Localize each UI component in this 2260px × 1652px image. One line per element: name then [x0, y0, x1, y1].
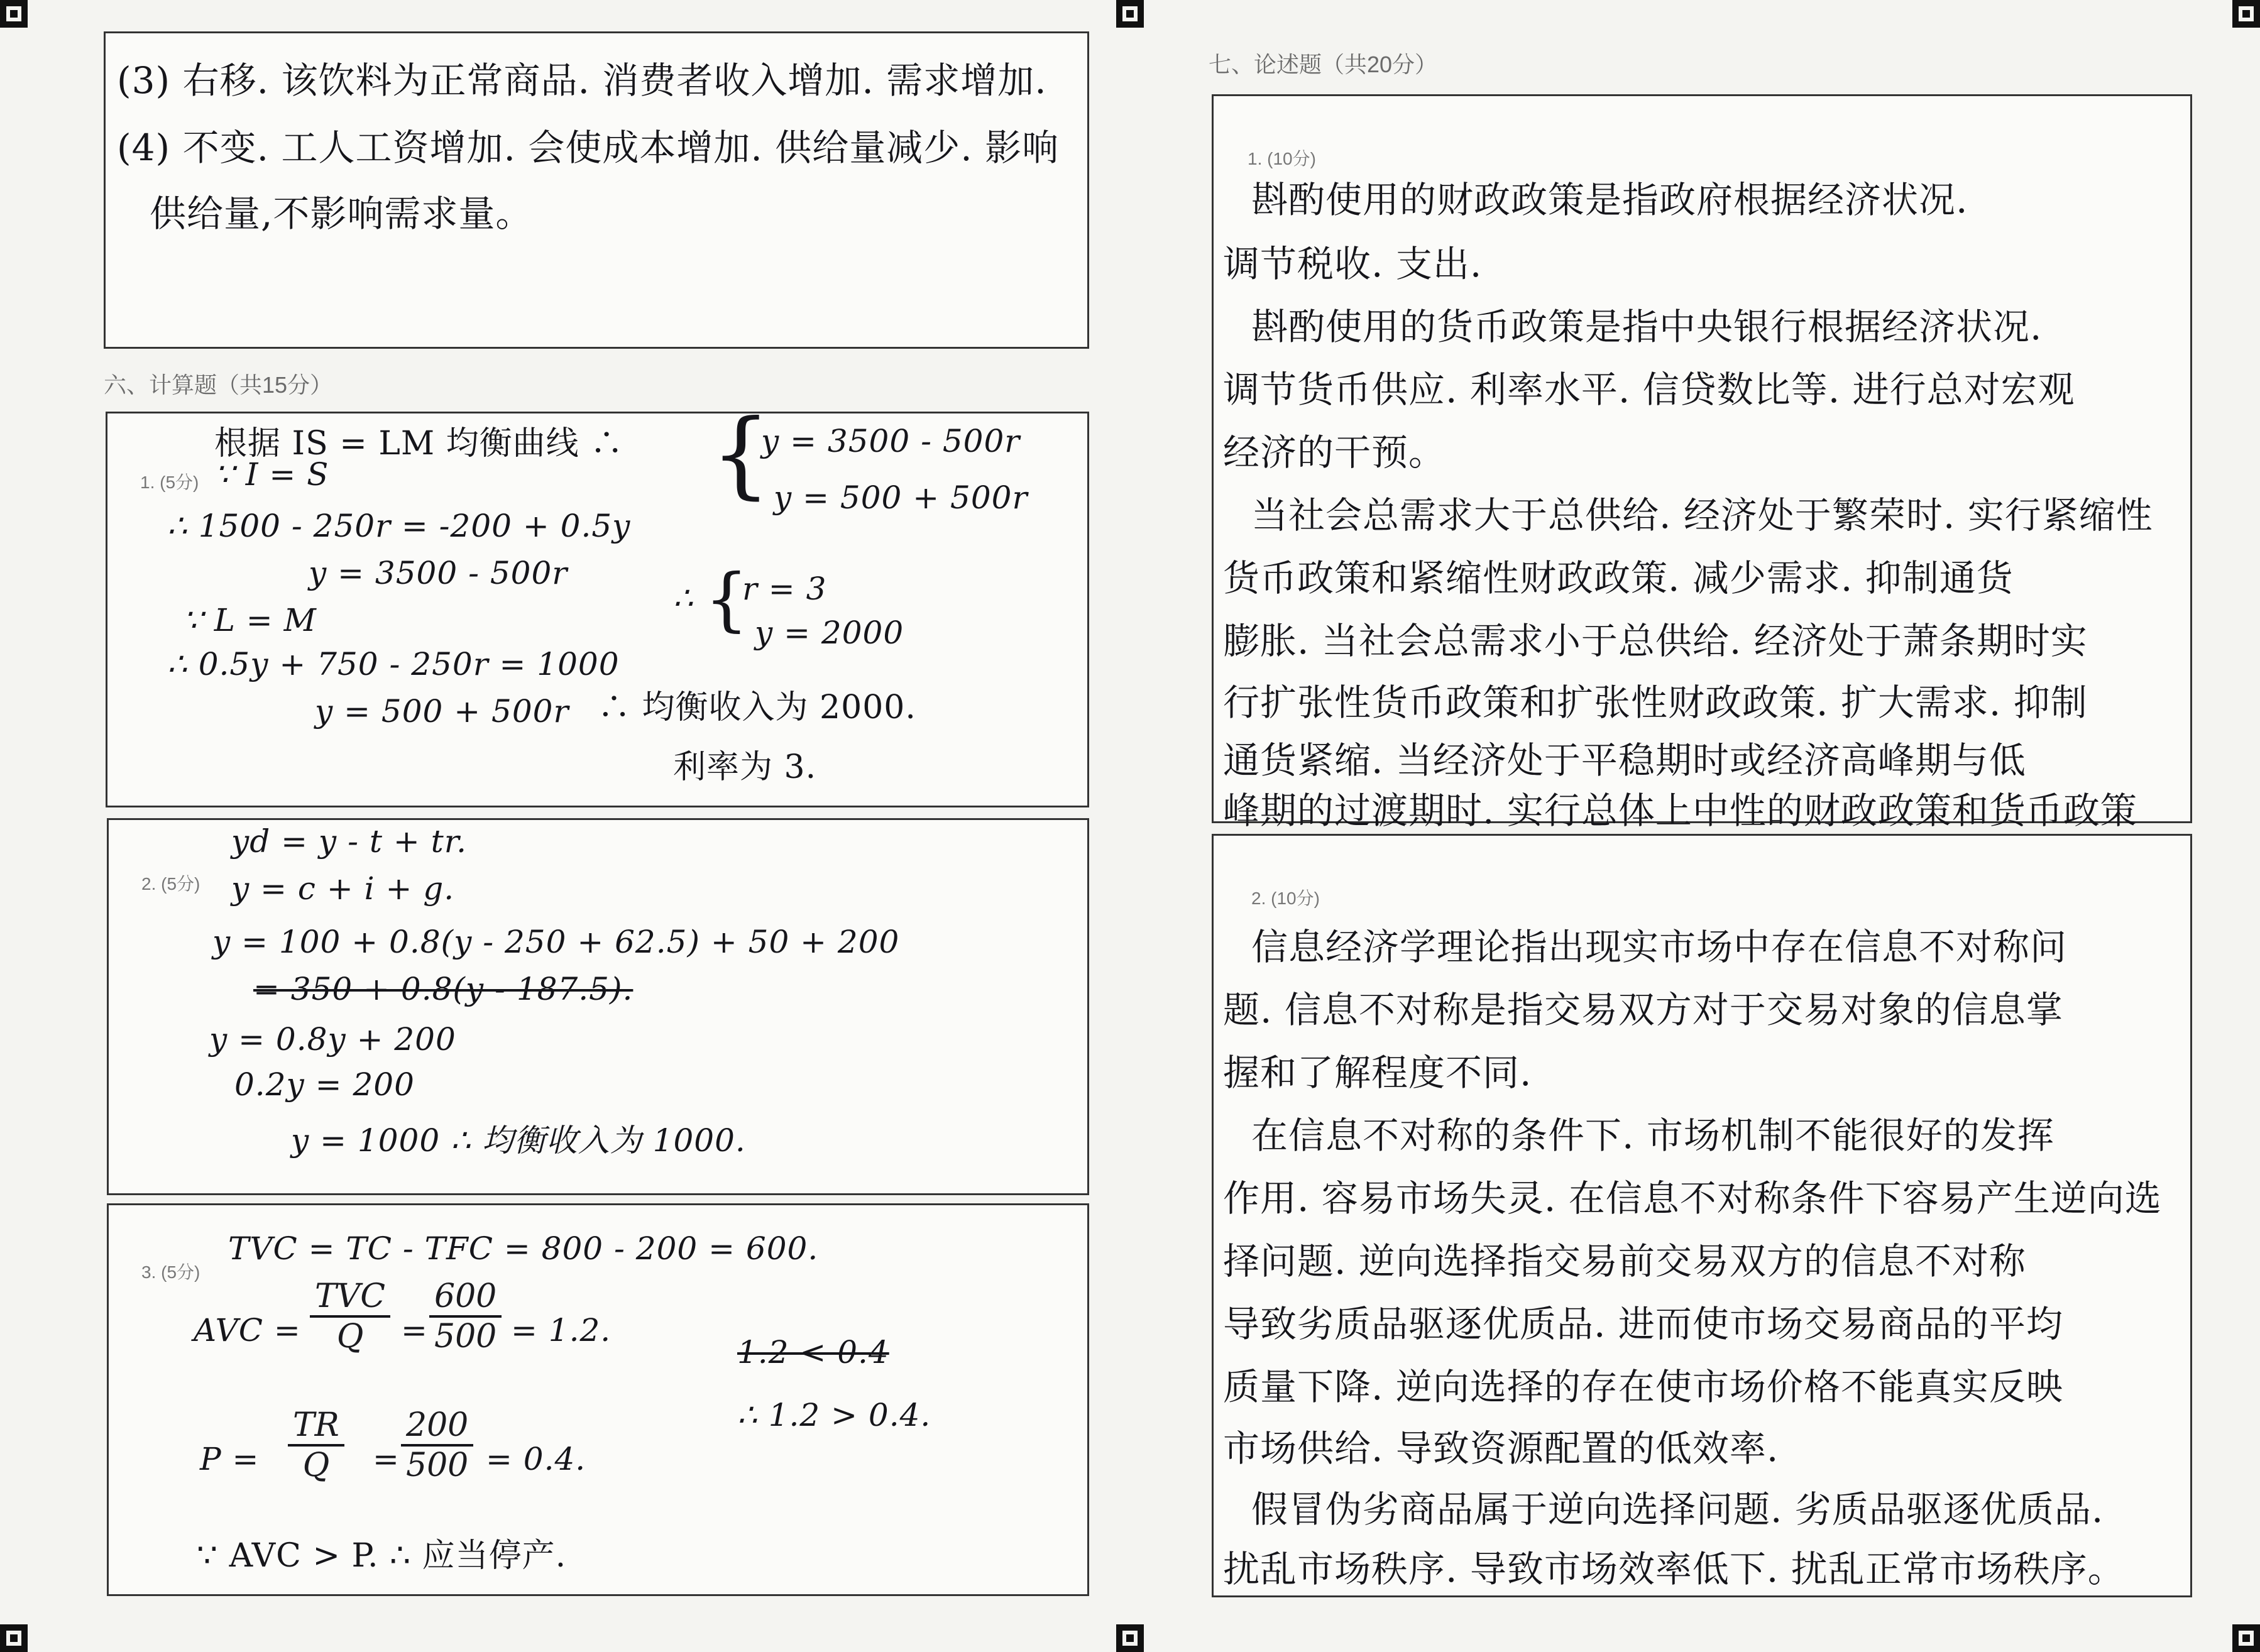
calc-q1-line-6: ∴ 0.5y + 750 - 250r = 1000 — [167, 646, 620, 682]
calc-q3-avc-prefix: AVC = — [194, 1312, 301, 1348]
calc-q2-label: 2. (5分) — [141, 874, 200, 894]
essay-q2-line-3: 握和了解程度不同. — [1223, 1051, 1532, 1094]
essay-q2-line-2: 题. 信息不对称是指交易双方对于交易对象的信息掌 — [1223, 988, 2063, 1031]
essay-q1-line-1: 斟酌使用的财政政策是指政府根据经济状况. — [1251, 178, 1968, 221]
calc-q3-line-1: TVC = TC - TFC = 800 - 200 = 600. — [228, 1230, 819, 1267]
essay-q2-box — [1212, 834, 2192, 1597]
section7-title: 七、论述题（共20分） — [1209, 52, 1438, 77]
calc-q3-p-fraction — [288, 1406, 344, 1484]
calc-q3-avc-num: TVC — [310, 1277, 390, 1318]
essay-q1-box — [1212, 94, 2192, 832]
calc-q3-avc-result: = 1.2. — [511, 1312, 612, 1348]
calc-q1-system1-eq2: y = 500 + 500r — [774, 479, 1028, 516]
calc-q1-box — [106, 400, 1089, 807]
calc-q1-system2-prefix: ∴ — [673, 580, 694, 616]
calc-q3-avc-fraction2 — [429, 1277, 502, 1355]
calc-q3-avc-eq: = — [401, 1312, 428, 1348]
calc-q3-p-num2: 200 — [401, 1406, 473, 1447]
calc-q3-conclusion: ∵ AVC > P. ∴ 应当停产. — [197, 1537, 567, 1575]
calc-q3-struck-text: 1.2 < 0.4 — [737, 1334, 889, 1370]
essay-q1-line-3: 斟酌使用的货币政策是指中央银行根据经济状况. — [1251, 305, 2043, 348]
calc-q3-p-num: TR — [288, 1406, 344, 1447]
calc-q3-p-fraction2 — [401, 1406, 473, 1484]
calc-q1-line-3: ∴ 1500 - 250r = -200 + 0.5y — [167, 508, 631, 544]
calc-q3-avc-fraction — [310, 1277, 390, 1355]
essay-q1-line-8: 膨胀. 当社会总需求小于总供给. 经济处于萧条期时实 — [1223, 620, 2088, 662]
calc-q1-system2-brace: { — [705, 559, 749, 639]
calc-q3-box — [107, 1203, 1089, 1596]
calc-q1-system1-eq1: y = 3500 - 500r — [761, 423, 1021, 459]
calc-q2-line-5: y = 0.8y + 200 — [209, 1021, 456, 1058]
essay-q1-line-11: 峰期的过渡期时. 实行总体上中性的财政政策和货币政策 — [1223, 789, 2137, 832]
section5-line-3: 供给量,不影响需求量。 — [150, 192, 533, 235]
essay-q2-line-6: 择问题. 逆向选择指交易前交易双方的信息不对称 — [1223, 1240, 2026, 1283]
essay-q1-line-7: 货币政策和紧缩性财政政策. 减少需求. 抑制通货 — [1223, 557, 2014, 599]
calc-q3-avc-den: Q — [336, 1318, 364, 1355]
calc-q3-p-eq: = — [373, 1441, 400, 1477]
calc-q3-avc-num2: 600 — [429, 1277, 502, 1318]
essay-q1-line-6: 当社会总需求大于总供给. 经济处于繁荣时. 实行紧缩性 — [1251, 494, 2153, 537]
calc-q3-label: 3. (5分) — [141, 1262, 200, 1282]
section5-line-1: (3) 右移. 该饮料为正常商品. 消费者收入增加. 需求增加. — [117, 59, 1047, 102]
calc-q1-line-1: 根据 IS = LM 均衡曲线 ∴ — [214, 425, 624, 462]
registration-marker-bottom-left — [0, 1624, 28, 1652]
calc-q3-p-prefix: P = — [200, 1441, 260, 1477]
essay-q1-label: 1. (10分) — [1248, 149, 1316, 168]
calc-q1-system2-eq1: r = 3 — [742, 571, 827, 607]
calc-q3-compare: ∴ 1.2 > 0.4. — [737, 1397, 931, 1433]
registration-marker-top-center — [1116, 0, 1144, 28]
section5-line-2: (4) 不变. 工人工资增加. 会使成本增加. 供给量减少. 影响 — [117, 126, 1060, 169]
registration-marker-bottom-right — [2232, 1624, 2260, 1652]
calc-q2-line-4-struck: = 350 + 0.8(y - 187.5). — [253, 971, 634, 1007]
registration-marker-top-left — [0, 0, 28, 28]
calc-q2-line-7: y = 1000 ∴ 均衡收入为 1000. — [291, 1122, 746, 1159]
essay-q1-line-5: 经济的干预。 — [1223, 431, 1446, 474]
calc-q2-line-2: y = c + i + g. — [231, 870, 455, 907]
calc-q3-avc-den2: 500 — [434, 1318, 497, 1355]
essay-q2-label: 2. (10分) — [1251, 889, 1320, 908]
essay-q2-line-10: 假冒伪劣商品属于逆向选择问题. 劣质品驱逐优质品. — [1251, 1488, 2104, 1531]
essay-q2-line-9: 市场供给. 导致资源配置的低效率. — [1223, 1427, 1779, 1470]
calc-q1-conclusion-1: ∴ 均衡收入为 2000. — [598, 689, 916, 726]
essay-q2-line-7: 导致劣质品驱逐优质品. 进而使市场交易商品的平均 — [1223, 1303, 2063, 1345]
registration-marker-top-right — [2232, 0, 2260, 28]
calc-q2-box — [107, 818, 1089, 1195]
essay-q1-line-9: 行扩张性货币政策和扩张性财政政策. 扩大需求. 抑制 — [1223, 681, 2088, 724]
essay-q1-line-10: 通货紧缩. 当经济处于平稳期时或经济高峰期与低 — [1223, 739, 2026, 782]
registration-marker-bottom-center — [1116, 1624, 1144, 1652]
calc-q1-line-7: y = 500 + 500r — [315, 693, 569, 730]
essay-q2-line-5: 作用. 容易市场失灵. 在信息不对称条件下容易产生逆向选 — [1223, 1177, 2162, 1220]
calc-q2-line-6: 0.2y = 200 — [234, 1066, 415, 1103]
essay-q2-line-8: 质量下降. 逆向选择的存在使市场价格不能真实反映 — [1223, 1365, 2063, 1408]
calc-q3-p-den2: 500 — [406, 1447, 469, 1484]
section5-answer-box — [104, 31, 1089, 349]
calc-q1-system1-brace: { — [711, 400, 771, 509]
calc-q1-line-2: ∵ I = S — [214, 456, 329, 493]
section6-title: 六、计算题（共15分） — [104, 372, 333, 398]
calc-q3-p-result: = 0.4. — [486, 1441, 586, 1477]
calc-q3-p-den: Q — [302, 1447, 330, 1484]
calc-q2-line-1: yd = y - t + tr. — [231, 823, 468, 860]
calc-q1-conclusion-2: 利率为 3. — [673, 748, 817, 786]
calc-q1-line-5: ∵ L = M — [183, 602, 317, 638]
essay-q2-line-1: 信息经济学理论指出现实市场中存在信息不对称问 — [1251, 926, 2068, 968]
calc-q1-system2-eq2: y = 2000 — [755, 615, 904, 651]
calc-q2-line-3: y = 100 + 0.8(y - 250 + 62.5) + 50 + 200 — [212, 924, 900, 960]
essay-q1-line-4: 调节货币供应. 利率水平. 信贷数比等. 进行总对宏观 — [1223, 368, 2075, 411]
calc-q1-line-4: y = 3500 - 500r — [309, 555, 568, 591]
calc-q1-label: 1. (5分) — [140, 473, 199, 492]
essay-q2-line-4: 在信息不对称的条件下. 市场机制不能很好的发挥 — [1251, 1114, 2054, 1157]
essay-q1-line-2: 调节税收. 支出. — [1223, 243, 1483, 285]
essay-q2-line-11: 扰乱市场秩序. 导致市场效率低下. 扰乱正常市场秩序。 — [1223, 1548, 2125, 1590]
